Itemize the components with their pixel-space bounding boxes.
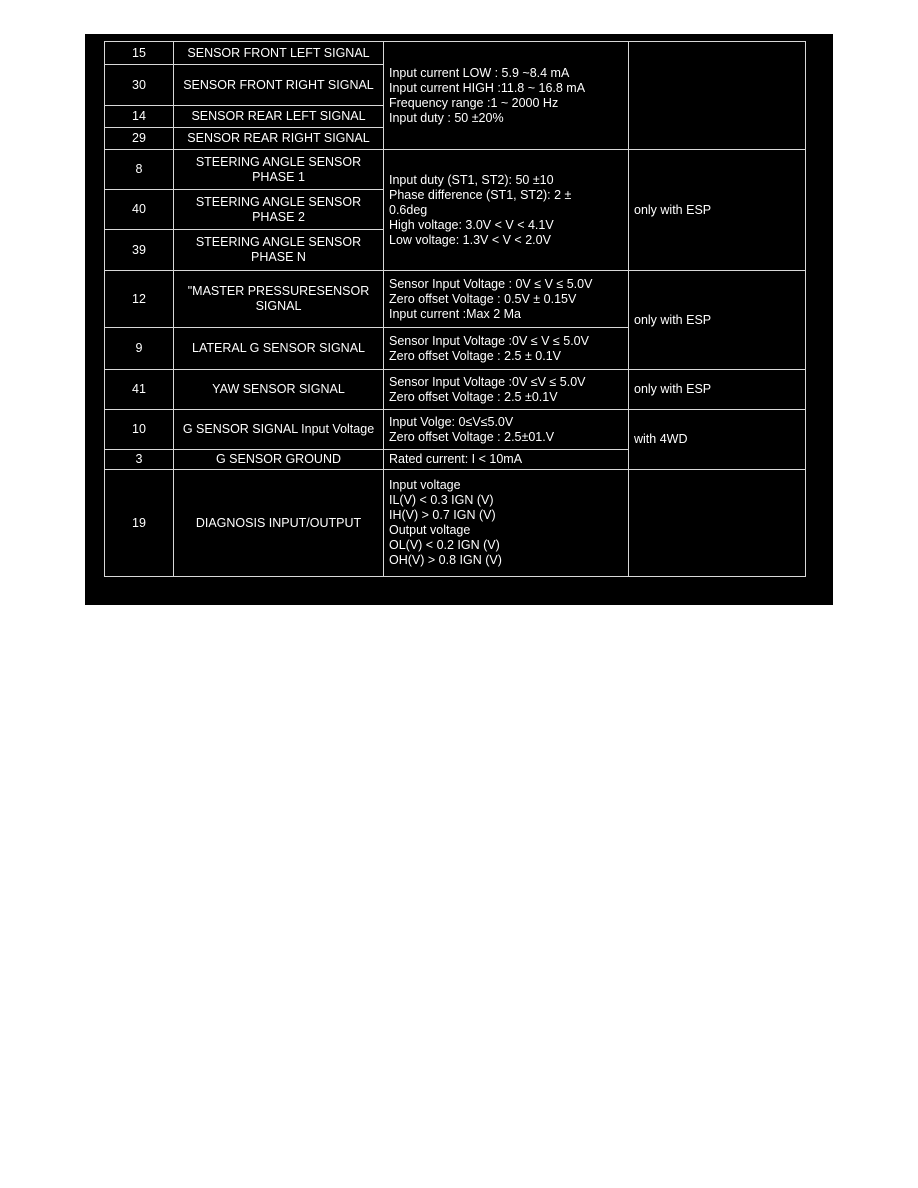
spec-cell-wheel-sensors <box>384 42 629 150</box>
spec-line: Rated current: I < 10mA <box>389 452 523 466</box>
spec-line: Input duty : 50 ±20% <box>389 110 504 125</box>
spec-line: Input voltage <box>389 478 461 492</box>
spec-cell-master-pressure <box>384 271 629 328</box>
pin-number: 12 <box>105 271 174 328</box>
signal-name: DIAGNOSIS INPUT/OUTPUT <box>174 470 384 577</box>
pin-number: 19 <box>105 470 174 577</box>
table-row <box>105 470 806 577</box>
note-cell-empty <box>629 42 806 150</box>
spec-line: Sensor Input Voltage :0V ≤V ≤ 5.0V <box>389 374 586 389</box>
signal-name: SENSOR FRONT RIGHT SIGNAL <box>174 65 384 106</box>
signal-name: YAW SENSOR SIGNAL <box>174 370 384 410</box>
spec-line: Input current HIGH :11.8 ~ 16.8 mA <box>389 80 586 95</box>
spec-line: Sensor Input Voltage :0V ≤ V ≤ 5.0V <box>389 333 589 348</box>
pin-number: 9 <box>105 328 174 370</box>
spec-cell-yaw <box>384 370 629 410</box>
spec-line: Frequency range :1 ~ 2000 Hz <box>389 95 559 110</box>
table-row <box>105 271 806 328</box>
signal-name: STEERING ANGLE SENSOR PHASE 2 <box>174 190 384 230</box>
signal-name: G SENSOR GROUND <box>174 450 384 470</box>
pin-number: 3 <box>105 450 174 470</box>
pin-number: 30 <box>105 65 174 106</box>
spec-cell-g-ground <box>384 450 629 470</box>
spec-cell-steering <box>384 150 629 271</box>
spec-line: IH(V) > 0.7 IGN (V) <box>389 508 496 522</box>
connector-pin-spec-table <box>104 41 806 577</box>
pin-number: 39 <box>105 230 174 271</box>
spec-line: Zero offset Voltage : 0.5V ± 0.15V <box>389 291 577 306</box>
pin-number: 10 <box>105 410 174 450</box>
signal-name: "MASTER PRESSURESENSOR SIGNAL <box>174 271 384 328</box>
pin-number: 14 <box>105 106 174 128</box>
pin-number: 41 <box>105 370 174 410</box>
table-row <box>105 370 806 410</box>
table-row <box>105 42 806 65</box>
spec-line: Output voltage <box>389 523 471 537</box>
spec-line: Zero offset Voltage : 2.5 ± 0.1V <box>389 348 562 363</box>
note-cell: with 4WD <box>629 410 806 470</box>
pin-number: 15 <box>105 42 174 65</box>
note-cell: only with ESP <box>629 370 806 410</box>
spec-line: Low voltage: 1.3V < V < 2.0V <box>389 232 551 247</box>
note-cell: only with ESP <box>629 150 806 271</box>
spec-cell-g-sensor <box>384 410 629 450</box>
spec-line: High voltage: 3.0V < V < 4.1V <box>389 217 554 232</box>
spec-line: Zero offset Voltage : 2.5±01.V <box>389 429 555 444</box>
spec-line: Input Volge: 0≤V≤5.0V <box>389 414 514 429</box>
spec-line: OH(V) > 0.8 IGN (V) <box>389 553 502 567</box>
spec-line: Phase difference (ST1, ST2): 2 ± <box>389 187 572 202</box>
spec-line: OL(V) < 0.2 IGN (V) <box>389 538 500 552</box>
note-cell-empty <box>629 470 806 577</box>
spec-line: Input current :Max 2 Ma <box>389 306 522 321</box>
spec-line: Input current LOW : 5.9 ~8.4 mA <box>389 65 570 80</box>
signal-name: G SENSOR SIGNAL Input Voltage <box>174 410 384 450</box>
spec-cell-lateral-g <box>384 328 629 370</box>
pin-number: 40 <box>105 190 174 230</box>
note-cell: only with ESP <box>629 271 806 370</box>
spec-cell-diagnosis <box>384 470 629 577</box>
signal-name: SENSOR FRONT LEFT SIGNAL <box>174 42 384 65</box>
spec-line: Sensor Input Voltage : 0V ≤ V ≤ 5.0V <box>389 276 593 291</box>
spec-line: IL(V) < 0.3 IGN (V) <box>389 493 494 507</box>
signal-name: SENSOR REAR RIGHT SIGNAL <box>174 128 384 150</box>
signal-name: STEERING ANGLE SENSOR PHASE 1 <box>174 150 384 190</box>
table-row <box>105 410 806 450</box>
pin-number: 29 <box>105 128 174 150</box>
signal-name: STEERING ANGLE SENSOR PHASE N <box>174 230 384 271</box>
pin-number: 8 <box>105 150 174 190</box>
table-row <box>105 150 806 190</box>
signal-name: SENSOR REAR LEFT SIGNAL <box>174 106 384 128</box>
spec-line: 0.6deg <box>389 202 428 217</box>
spec-line: Input duty (ST1, ST2): 50 ±10 <box>389 172 554 187</box>
signal-name: LATERAL G SENSOR SIGNAL <box>174 328 384 370</box>
spec-line: Zero offset Voltage : 2.5 ±0.1V <box>389 389 558 404</box>
